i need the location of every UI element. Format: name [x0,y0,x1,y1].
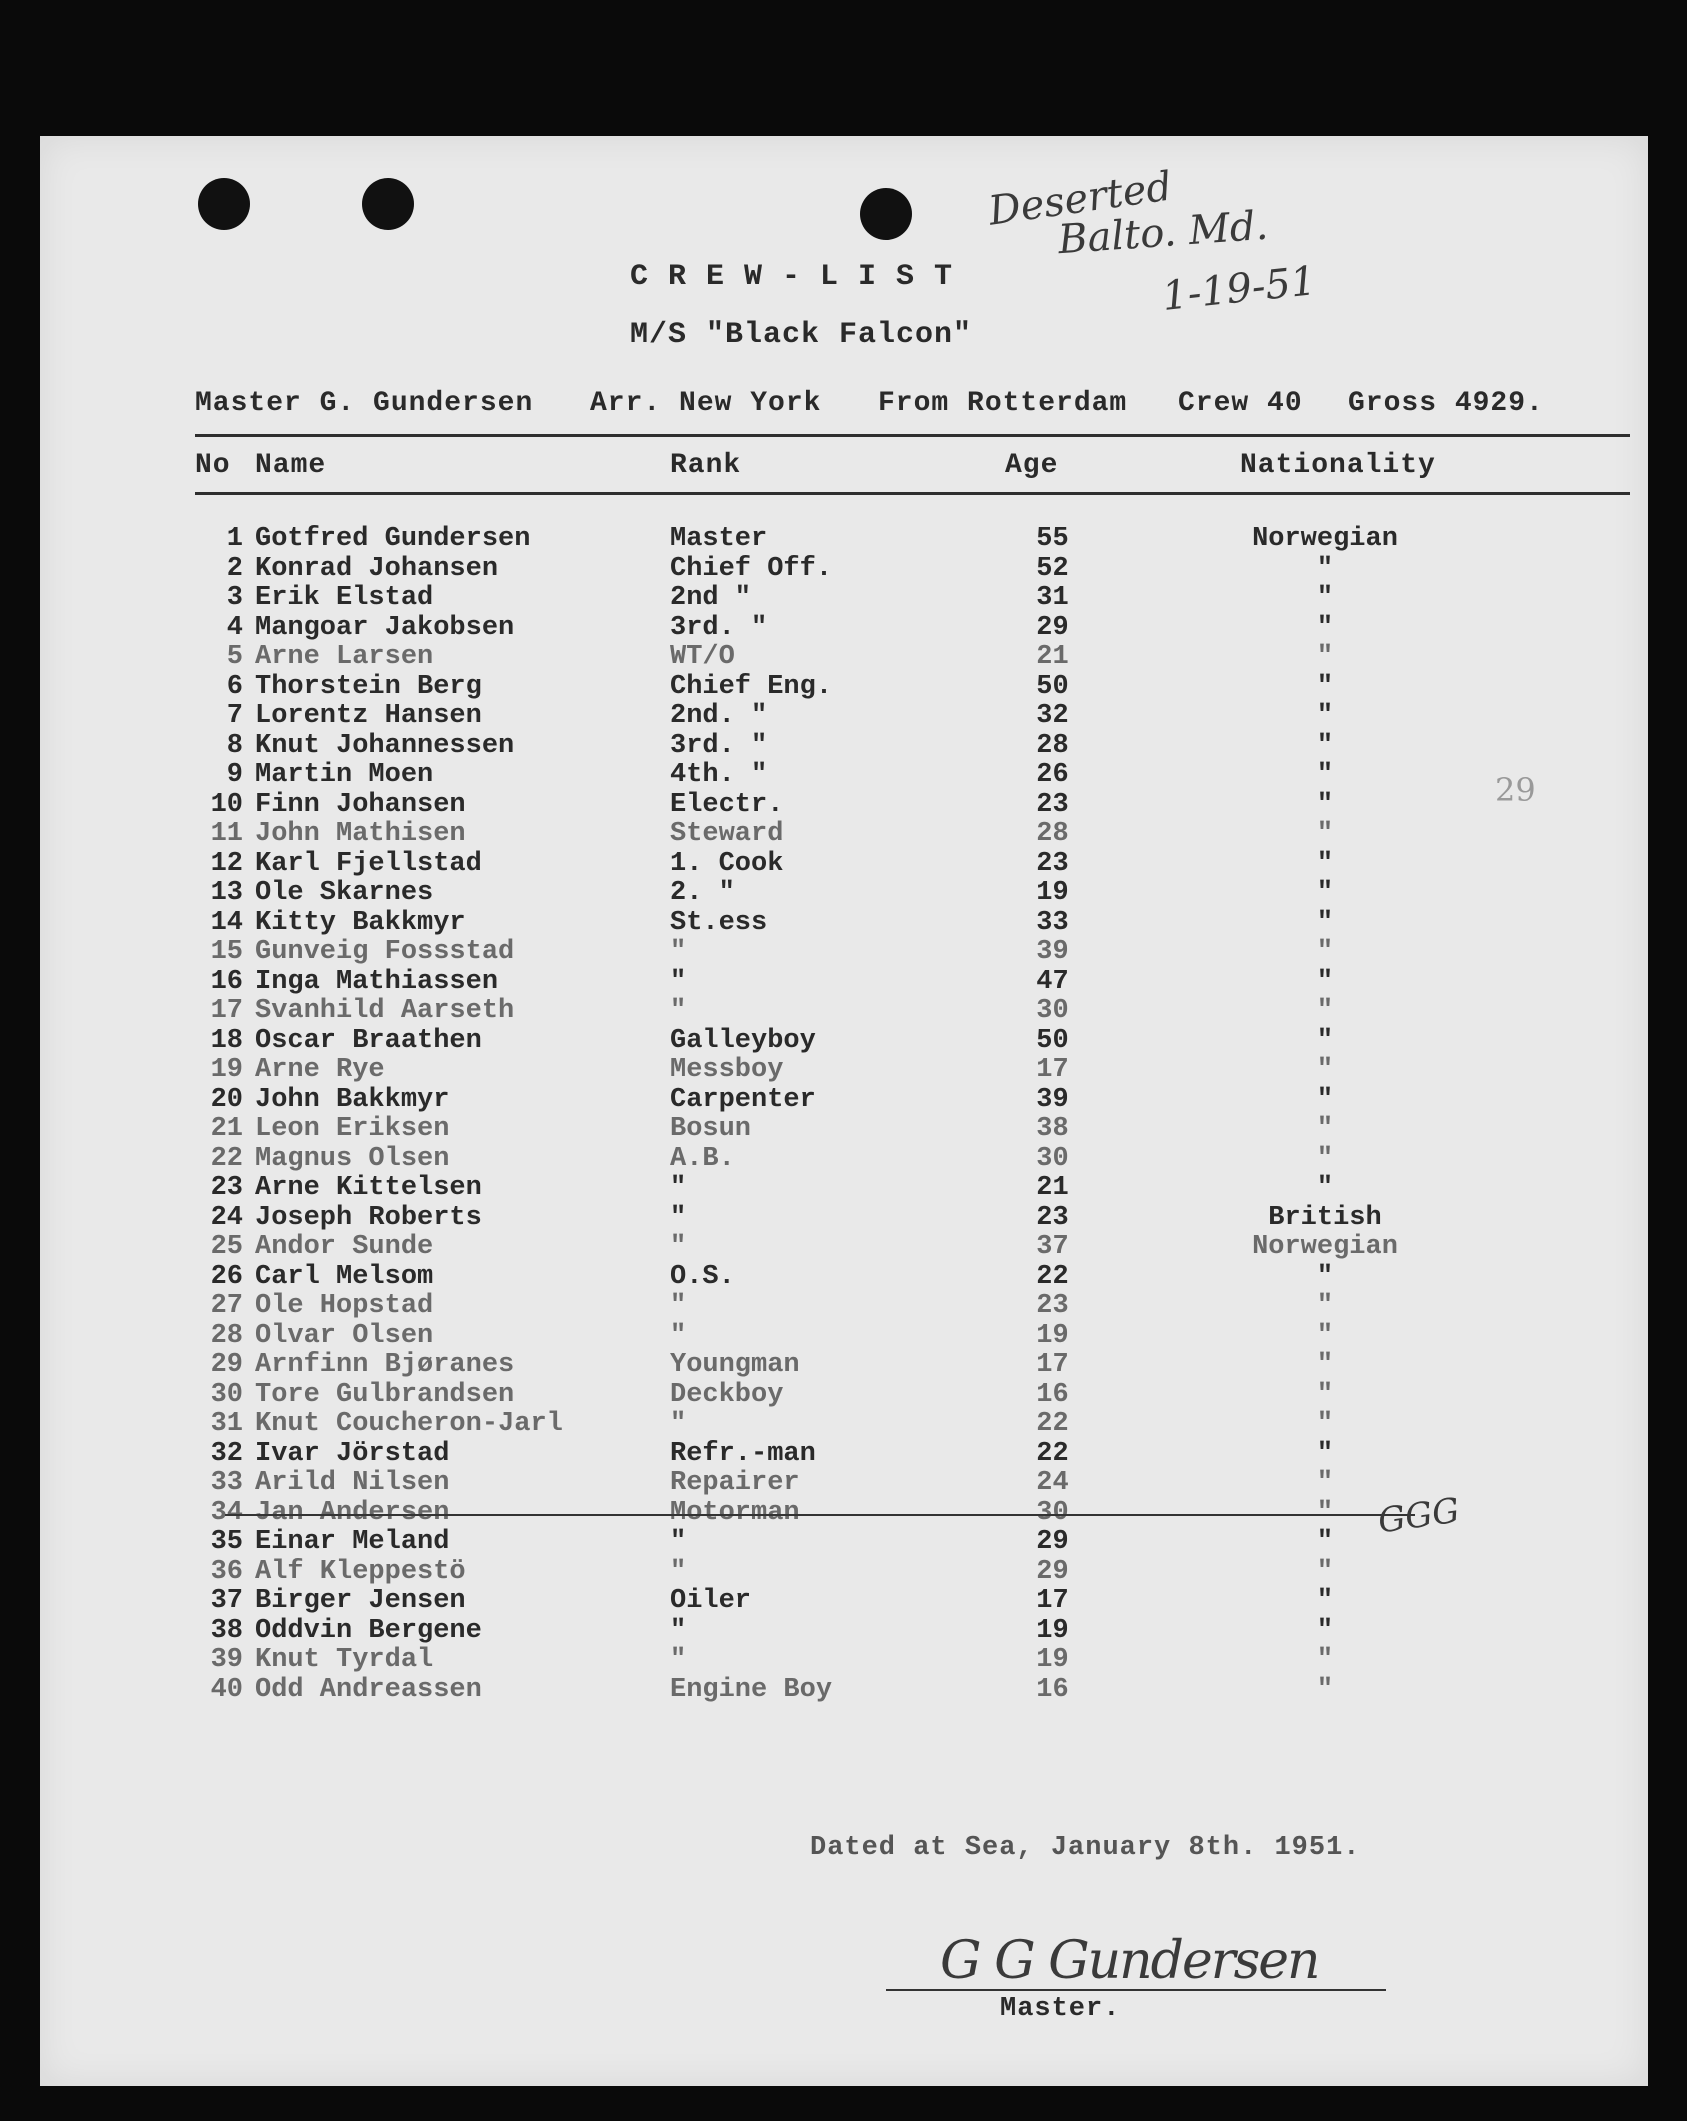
crew-row [40,1144,1648,1174]
crew-rank: Youngman [670,1350,800,1380]
crew-row [40,1616,1648,1646]
crew-rank: " [670,966,687,997]
crew-row [40,878,1648,908]
crew-rank: Chief Eng. [670,671,833,702]
crew-name: Erik Elstad [255,583,434,613]
crew-rank: 2. " [670,878,735,908]
crew-row [40,583,1648,613]
crew-nationality: " [1316,1055,1334,1085]
crew-age: 23 [1036,1202,1069,1233]
crew-name: Mangoar Jakobsen [255,612,515,643]
crew-name: Arne Rye [255,1055,385,1085]
crew-row [40,967,1648,997]
crew-rank: " [670,1173,687,1203]
column-header-no: No [195,450,231,481]
crew-age: 23 [1036,789,1069,820]
crew-name: Magnus Olsen [255,1143,450,1174]
crew-nationality: " [1316,583,1334,613]
crew-number: 25 [210,1232,243,1262]
crew-row [40,1557,1648,1587]
crew-number: 31 [210,1409,243,1439]
crew-row [40,819,1648,849]
crew-age: 21 [1036,1173,1069,1203]
crew-age: 30 [1036,1497,1069,1528]
crew-row [40,1173,1648,1203]
crew-age: 50 [1036,1025,1069,1056]
crew-nationality: " [1316,1615,1334,1646]
crew-rank: " [670,996,687,1026]
crew-row [40,908,1648,938]
crew-rank: " [670,937,687,967]
crew-number: 1 [226,524,243,554]
crew-name: Thorstein Berg [255,671,482,702]
crew-name: Arnfinn Bjøranes [255,1350,515,1380]
crew-rank: 2nd " [670,583,752,613]
crew-row [40,1291,1648,1321]
crew-rank: 3rd. " [670,730,768,761]
crew-number: 21 [210,1114,243,1144]
crew-nationality: " [1316,819,1334,849]
crew-number: 36 [210,1556,243,1587]
crew-age: 33 [1036,907,1069,938]
crew-number: 16 [210,966,243,997]
crew-row [40,1055,1648,1085]
crew-age: 22 [1036,1409,1069,1439]
crew-number: 11 [210,819,243,849]
crew-rank: 2nd. " [670,701,768,731]
crew-count: Crew 40 [1178,388,1303,419]
crew-number: 29 [210,1350,243,1380]
crew-age: 47 [1036,966,1069,997]
crew-nationality: " [1316,1025,1334,1056]
arrival-info: Arr. New York [590,388,822,419]
crew-name: Oscar Braathen [255,1025,482,1056]
crew-age: 17 [1036,1350,1069,1380]
crew-number: 10 [210,789,243,820]
crew-nationality: " [1316,642,1334,672]
crew-number: 34 [210,1497,243,1528]
crew-name: John Bakkmyr [255,1084,450,1115]
crew-name: Gotfred Gundersen [255,524,531,554]
crew-name: Arne Larsen [255,642,434,672]
crew-age: 19 [1036,1645,1069,1675]
crew-nationality: " [1316,907,1334,938]
crew-age: 50 [1036,671,1069,702]
crew-number: 23 [210,1173,243,1203]
column-header-nationality: Nationality [1240,450,1436,481]
crew-number: 37 [210,1586,243,1616]
crew-age: 29 [1036,1527,1069,1557]
crew-age: 30 [1036,1143,1069,1174]
crew-age: 17 [1036,1055,1069,1085]
crew-row [40,760,1648,790]
crew-nationality: " [1316,1409,1334,1439]
crew-age: 22 [1036,1438,1069,1469]
crew-nationality: " [1316,701,1334,731]
crew-row [40,1232,1648,1262]
crew-nationality: " [1316,1497,1334,1528]
crew-row [40,701,1648,731]
document-title: CREW-LIST [630,260,973,294]
signature-title: Master. [1000,1994,1121,2024]
crew-row [40,1262,1648,1292]
crew-rank: " [670,1615,687,1646]
crew-name: Ole Hopstad [255,1291,434,1321]
crew-nationality: " [1316,966,1334,997]
crew-name: Knut Coucheron-Jarl [255,1409,563,1439]
crew-rank: 3rd. " [670,612,768,643]
crew-number: 40 [210,1674,243,1705]
crew-row [40,1586,1648,1616]
crew-age: 19 [1036,1320,1069,1351]
crew-age: 22 [1036,1261,1069,1292]
crew-name: Birger Jensen [255,1586,466,1616]
crew-rank: Motorman [670,1497,800,1528]
crew-row [40,1321,1648,1351]
crew-rank: A.B. [670,1143,735,1174]
crew-number: 35 [210,1527,243,1557]
crew-row [40,1645,1648,1675]
crew-name: Jan Andersen [255,1497,450,1528]
gross-tonnage: Gross 4929. [1348,388,1544,419]
crew-row [40,554,1648,584]
crew-nationality: " [1316,553,1334,584]
crew-row [40,1203,1648,1233]
dated-line: Dated at Sea, January 8th. 1951. [810,1833,1361,1863]
crew-number: 8 [226,730,243,761]
crew-row [40,996,1648,1026]
crew-age: 55 [1036,524,1069,554]
crew-age: 26 [1036,760,1069,790]
crew-number: 5 [226,642,243,672]
crew-number: 26 [210,1261,243,1292]
crew-rank: " [670,1645,687,1675]
handwritten-deserted: Deserted [985,163,1175,235]
crew-name: Ivar Jörstad [255,1438,450,1469]
crew-name: Olvar Olsen [255,1320,434,1351]
crew-nationality: " [1316,1084,1334,1115]
crew-number: 18 [210,1025,243,1056]
crew-row [40,849,1648,879]
crew-number: 19 [210,1055,243,1085]
crew-age: 19 [1036,878,1069,908]
crew-nationality: " [1316,1291,1334,1321]
ship-name: M/S "Black Falcon" [630,318,973,352]
column-header-age: Age [1005,450,1059,481]
crew-rank: " [670,1409,687,1439]
crew-nationality: British [1268,1202,1382,1233]
crew-rank: Carpenter [670,1084,816,1115]
crew-rank: Steward [670,819,784,849]
crew-name: Finn Johansen [255,789,466,820]
punch-hole [362,178,414,230]
crew-rank: Bosun [670,1114,752,1144]
crew-rank: 4th. " [670,760,768,790]
crew-nationality: " [1316,1143,1334,1174]
crew-nationality: " [1316,1468,1334,1498]
crew-nationality: " [1316,671,1334,702]
crew-list-document [40,136,1648,2086]
crew-row [40,1675,1648,1705]
crew-row [40,937,1648,967]
crew-nationality: " [1316,937,1334,967]
page-number: 29 [1495,771,1536,809]
crew-rank: WT/O [670,642,735,672]
crew-number: 7 [226,701,243,731]
crew-nationality: " [1316,1556,1334,1587]
header-rule-top [195,434,1630,437]
crew-nationality: " [1316,760,1334,790]
crew-name: Carl Melsom [255,1261,434,1292]
crew-age: 17 [1036,1586,1069,1616]
crew-nationality: " [1316,730,1334,761]
crew-rank: 1. Cook [670,848,784,879]
crew-name: Arild Nilsen [255,1468,450,1498]
crew-number: 17 [210,996,243,1026]
crew-number: 14 [210,907,243,938]
crew-age: 29 [1036,1556,1069,1587]
crew-rank: St.ess [670,907,768,938]
header-rule-bottom [195,492,1630,495]
crew-rank: " [670,1527,687,1557]
crew-nationality: " [1316,848,1334,879]
crew-name: Odd Andreassen [255,1674,482,1705]
crew-row [40,672,1648,702]
crew-rank: Galleyboy [670,1025,816,1056]
crew-rank: Master [670,524,768,554]
crew-nationality: " [1316,996,1334,1026]
crew-row [40,790,1648,820]
master-signature: G G Gundersen [940,1931,1319,1991]
crew-number: 27 [210,1291,243,1321]
handwritten-location: Balto. Md. [1056,202,1270,264]
crew-number: 30 [210,1379,243,1410]
crew-nationality: " [1316,1527,1334,1557]
crew-row [40,1350,1648,1380]
crew-number: 6 [226,671,243,702]
crew-name: Lorentz Hansen [255,701,482,731]
handwritten-date: 1-19-51 [1160,258,1319,320]
crew-name: Oddvin Bergene [255,1615,482,1646]
crew-age: 29 [1036,612,1069,643]
crew-rank: " [670,1320,687,1351]
crew-rank: " [670,1202,687,1233]
crew-number: 22 [210,1143,243,1174]
crew-rank: O.S. [670,1261,735,1292]
crew-nationality: " [1316,1645,1334,1675]
crew-age: 24 [1036,1468,1069,1498]
crew-nationality: Norwegian [1252,1232,1398,1262]
crew-nationality: " [1316,1350,1334,1380]
origin-info: From Rotterdam [878,388,1128,419]
crew-nationality: " [1316,1438,1334,1469]
crew-age: 23 [1036,1291,1069,1321]
crew-name: Einar Meland [255,1527,450,1557]
crew-name: Konrad Johansen [255,553,499,584]
crew-nationality: " [1316,1320,1334,1351]
crew-age: 21 [1036,642,1069,672]
crew-age: 28 [1036,819,1069,849]
crew-age: 39 [1036,1084,1069,1115]
crew-name: John Mathisen [255,819,466,849]
crew-row [40,1439,1648,1469]
crew-nationality: " [1316,1586,1334,1616]
crew-number: 3 [226,583,243,613]
crew-age: 19 [1036,1615,1069,1646]
crew-number: 32 [210,1438,243,1469]
crew-nationality: " [1316,789,1334,820]
crew-nationality: " [1316,1379,1334,1410]
crew-rank: Messboy [670,1055,784,1085]
crew-nationality: " [1316,1674,1334,1705]
crew-name: Knut Tyrdal [255,1645,434,1675]
crew-row [40,731,1648,761]
crew-number: 24 [210,1202,243,1233]
crew-name: Ole Skarnes [255,878,434,908]
crew-name: Arne Kittelsen [255,1173,482,1203]
crew-number: 4 [226,612,243,643]
crew-age: 16 [1036,1379,1069,1410]
crew-row [40,1380,1648,1410]
crew-name: Martin Moen [255,760,434,790]
crew-age: 28 [1036,730,1069,761]
crew-rank: Deckboy [670,1379,784,1410]
crew-number: 33 [210,1468,243,1498]
crew-number: 39 [210,1645,243,1675]
crew-nationality: " [1316,612,1334,643]
punch-hole [198,178,250,230]
crew-name: Knut Johannessen [255,730,515,761]
crew-number: 9 [226,760,243,790]
crew-name: Andor Sunde [255,1232,434,1262]
crew-name: Joseph Roberts [255,1202,482,1233]
column-header-rank: Rank [670,450,742,481]
crew-name: Tore Gulbrandsen [255,1379,515,1410]
crew-rank: " [670,1232,687,1262]
crew-row [40,1409,1648,1439]
crew-row [40,1085,1648,1115]
crew-name: Svanhild Aarseth [255,996,515,1026]
crew-age: 23 [1036,848,1069,879]
crew-age: 30 [1036,996,1069,1026]
crew-nationality: " [1316,878,1334,908]
crew-number: 13 [210,878,243,908]
crew-nationality: " [1316,1173,1334,1203]
handwritten-initials: GGG [1375,1490,1462,1542]
crew-rank: Repairer [670,1468,800,1498]
crew-number: 20 [210,1084,243,1115]
crew-number: 2 [226,553,243,584]
column-header-name: Name [255,450,327,481]
master-info: Master G. Gundersen [195,388,534,419]
crew-name: Leon Eriksen [255,1114,450,1144]
crew-age: 32 [1036,701,1069,731]
crew-age: 31 [1036,583,1069,613]
crew-name: Gunveig Fossstad [255,937,515,967]
crew-rank: Electr. [670,789,784,820]
crew-number: 12 [210,848,243,879]
crew-name: Kitty Bakkmyr [255,907,466,938]
crew-rank: " [670,1291,687,1321]
crew-nationality: " [1316,1114,1334,1144]
crew-nationality: Norwegian [1252,524,1398,554]
crew-row [40,613,1648,643]
crew-rank: " [670,1556,687,1587]
crew-row [40,524,1648,554]
crew-row [40,1026,1648,1056]
crew-age: 38 [1036,1114,1069,1144]
crew-nationality: " [1316,1261,1334,1292]
crew-age: 39 [1036,937,1069,967]
crew-rank: Oiler [670,1586,752,1616]
crew-rank: Refr.-man [670,1438,816,1469]
crew-name: Karl Fjellstad [255,848,482,879]
crew-row [40,1114,1648,1144]
crew-age: 37 [1036,1232,1069,1262]
punch-hole [860,188,912,240]
crew-row [40,1468,1648,1498]
crew-age: 52 [1036,553,1069,584]
crew-age: 16 [1036,1674,1069,1705]
crew-rank: Chief Off. [670,553,833,584]
crew-number: 28 [210,1320,243,1351]
crew-name: Alf Kleppestö [255,1556,466,1587]
crew-name: Inga Mathiassen [255,966,499,997]
crew-row [40,642,1648,672]
crew-number: 15 [210,937,243,967]
crew-rank: Engine Boy [670,1674,833,1705]
crew-number: 38 [210,1615,243,1646]
